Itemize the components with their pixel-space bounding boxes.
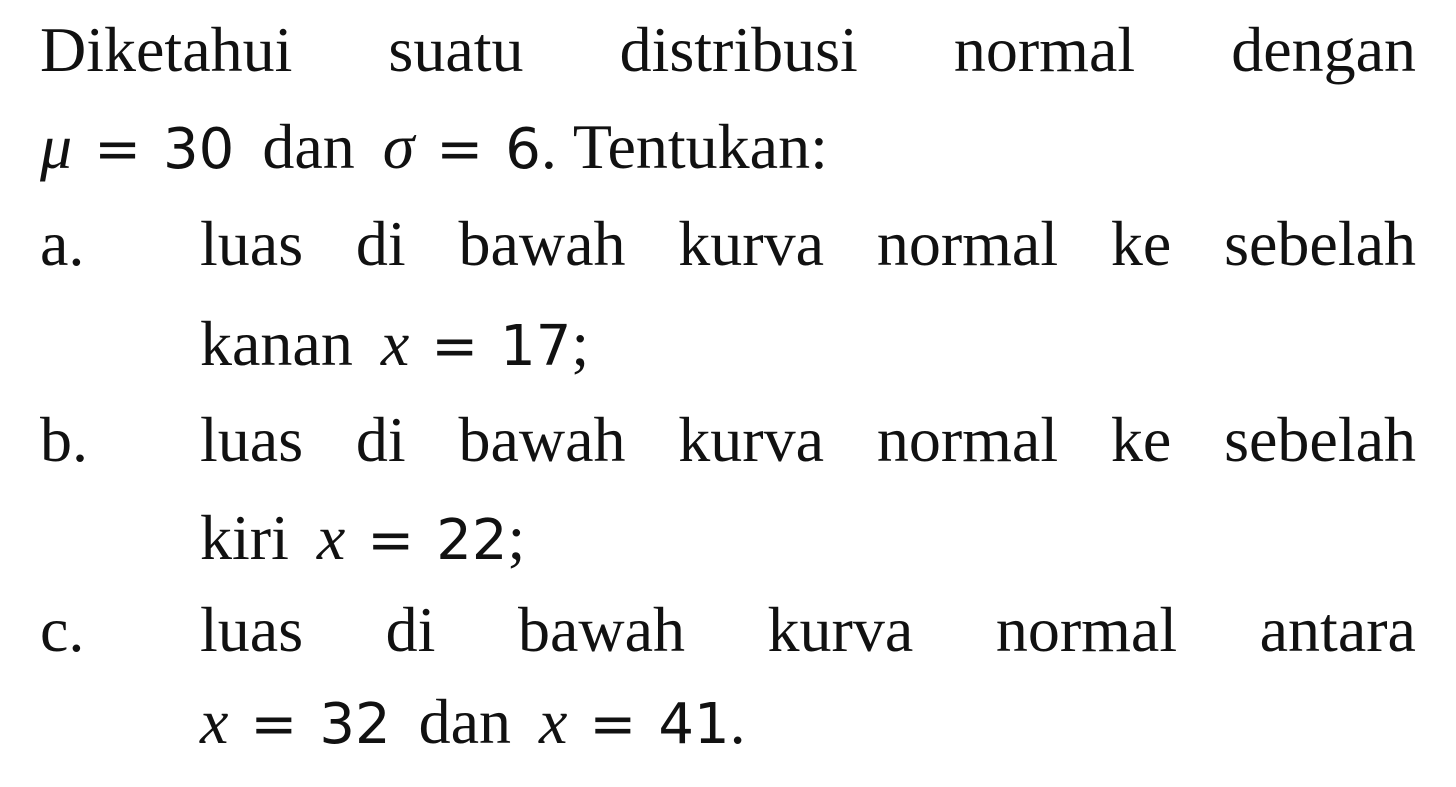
equals-sign: = <box>94 117 142 182</box>
intro-word: suatu <box>388 14 524 85</box>
intro-word: normal <box>953 14 1136 85</box>
item-word: normal <box>876 404 1059 475</box>
item-word: ke <box>1110 208 1172 279</box>
item-word: bawah <box>458 208 626 279</box>
item-marker-c: c. <box>40 594 85 665</box>
item-suffix: ; <box>507 502 526 573</box>
item-word: sebelah <box>1224 404 1416 475</box>
item-word: bawah <box>458 404 626 475</box>
intro-word: dengan <box>1231 14 1416 85</box>
dan-word: dan <box>418 686 511 757</box>
item-word: ke <box>1110 404 1172 475</box>
item-word: sebelah <box>1224 208 1416 279</box>
item-suffix: ; <box>571 308 590 379</box>
item-word: di <box>355 404 406 475</box>
item-c-line-2 <box>200 686 746 757</box>
item-marker-b: b. <box>40 404 88 475</box>
sigma-value: 6 <box>505 117 541 182</box>
item-word: kurva <box>767 594 914 665</box>
item-c-line-1 <box>200 594 1416 665</box>
item-word: normal <box>995 594 1178 665</box>
item-b-line-2 <box>200 502 526 573</box>
x-variable: x <box>316 502 346 573</box>
equals-sign: = <box>436 117 484 182</box>
x-value: 41 <box>658 692 730 757</box>
intro-tail: . Tentukan: <box>540 111 828 182</box>
item-word: kurva <box>678 404 825 475</box>
intro-word: distribusi <box>619 14 858 85</box>
x-variable: x <box>380 308 410 379</box>
x-value: 32 <box>319 692 391 757</box>
intro-line-2 <box>40 111 828 182</box>
item-word: di <box>355 208 406 279</box>
x-variable: x <box>200 686 229 757</box>
equals-sign: = <box>250 692 298 757</box>
item-word: luas <box>200 594 304 665</box>
item-word: luas <box>200 404 304 475</box>
x-value: 17 <box>500 314 572 379</box>
item-word: antara <box>1259 594 1416 665</box>
item-marker-a: a. <box>40 208 85 279</box>
intro-word: Diketahui <box>40 14 293 85</box>
intro-line-1 <box>40 14 1416 85</box>
item-suffix: . <box>729 686 746 757</box>
item-a-line-1 <box>200 208 1416 279</box>
item-prefix: kiri <box>200 502 289 573</box>
equals-sign: = <box>431 314 479 379</box>
mu-symbol: μ <box>40 111 73 182</box>
dan-word: dan <box>262 111 355 182</box>
item-word: di <box>385 594 436 665</box>
sigma-symbol: σ <box>382 111 415 182</box>
mu-value: 30 <box>163 117 235 182</box>
item-word: bawah <box>517 594 685 665</box>
equals-sign: = <box>367 508 415 573</box>
x-value: 22 <box>436 508 508 573</box>
item-prefix: kanan <box>200 308 353 379</box>
x-variable: x <box>539 686 568 757</box>
item-b-line-1 <box>200 404 1416 475</box>
equals-sign: = <box>589 692 637 757</box>
item-a-line-2 <box>200 308 590 379</box>
item-word: kurva <box>678 208 825 279</box>
item-word: normal <box>876 208 1059 279</box>
item-word: luas <box>200 208 304 279</box>
